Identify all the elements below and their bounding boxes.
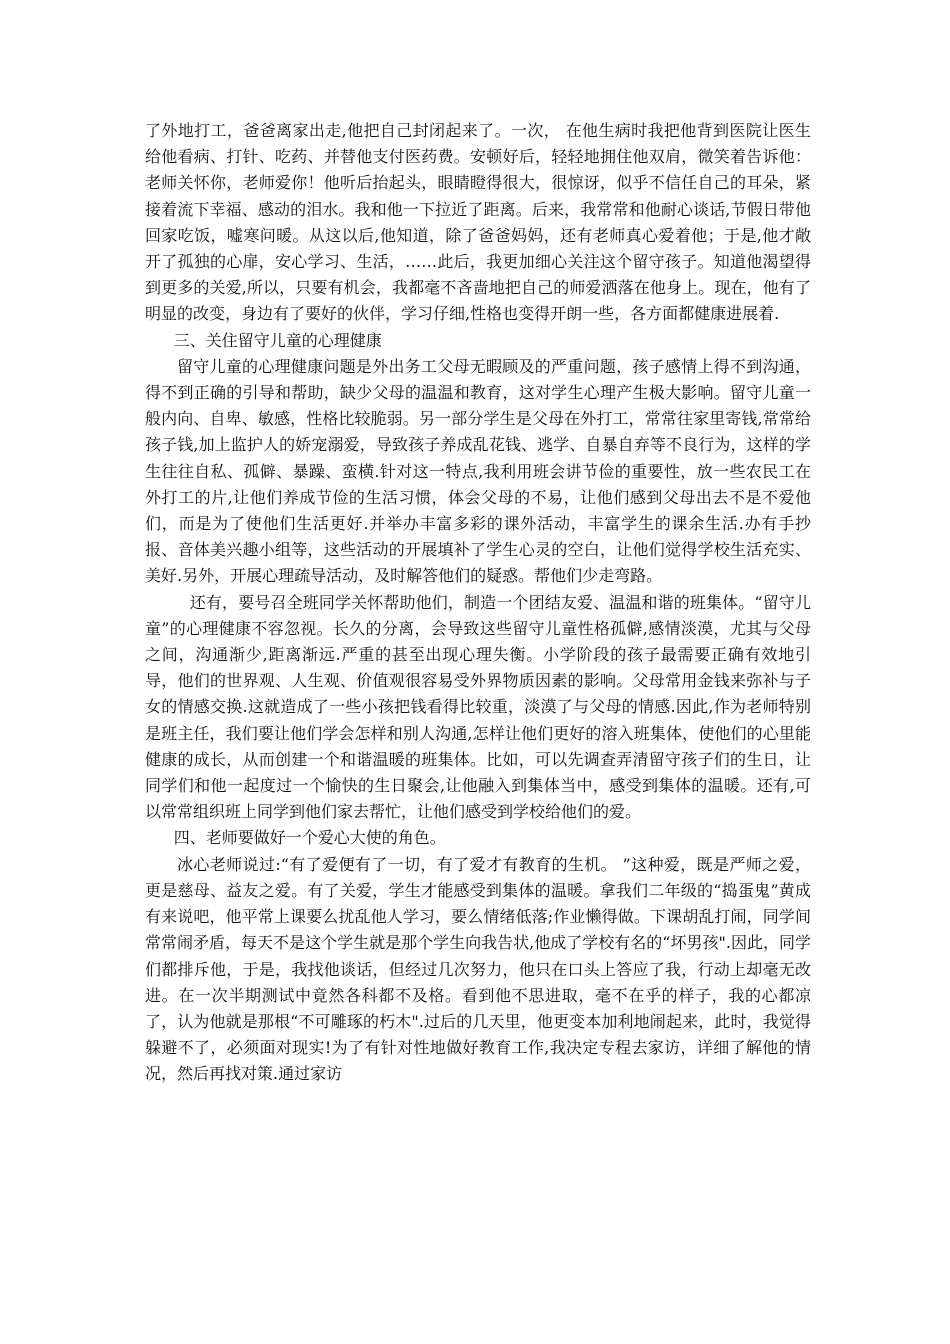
paragraph-4: 冰心老师说过:“有了爱便有了一切，有了爱才有教育的生机。 ”这种爱，既是严师之爱，更是慈母、益友之爱。有了关爱，学生才能感受到集体的温暖。拿我们二年级的“捣蛋鬼”黄成有来说吧，他平常上课要么扰乱他人学习，要么情绪低落;作业懒得做。下课胡乱打闹，同学间常常闹矛盾，每天不是这个学生就是那个学生向我告状,他成了学校有名的“坏男孩".因此，同学们都排斥他，于是，我找他谈话，但经过几次努力，他只在口头上答应了我，行动上却毫无改进。在一次半期测试中竟然各科都不及格。看到他不思进取，毫不在乎的样子，我的心都凉了，认为他就是那根“不可雕琢的朽木".过后的几天里，他更变本加利地闹起来，此时，我觉得躲避不了，必须面对现实!为了有针对性地做好教育工作,我决定专程去家访，详细了解他的情况，然后再找对策.通过家访 bbox=[145, 854, 811, 1084]
paragraph-2: 留守儿童的心理健康问题是外出务工父母无暇顾及的严重问题，孩子感情上得不到沟通，得不到正确的引导和帮助，缺少父母的温温和教育，这对学生心理产生极大影响。留守儿童一般内向、自卑、敏感，性格比较脆弱。另一部分学生是父母在外打工，常常往家里寄钱,常常给孩子钱,加上监护人的娇宠溺爱，导致孩子养成乱花钱、逃学、自暴自弃等不良行为，这样的学生往往自私、孤僻、暴躁、蛮横.针对这一特点,我利用班会讲节俭的重要性，放一些农民工在外打工的片,让他们养成节俭的生活习惯，体会父母的不易，让他们感到父母出去不是不爱他们，而是为了使他们生活更好.并举办丰富多彩的课外活动，丰富学生的课余生活.办有手抄报、音体美兴趣小组等，这些活动的开展填补了学生心灵的空白，让他们觉得学校生活充实、美好.另外，开展心理疏导活动，及时解答他们的疑惑。帮他们少走弯路。 bbox=[145, 356, 811, 586]
document-page bbox=[145, 118, 811, 1088]
section-heading-3: 三、关住留守儿童的心理健康 bbox=[173, 330, 382, 350]
paragraph-1: 了外地打工，爸爸离家出走,他把自己封闭起来了。一次， 在他生病时我把他背到医院让医生给他看病、打针、吃药、并替他支付医药费。安顿好后，轻轻地拥住他双肩，微笑着告诉他：老师关怀你，老师爱你！他听后抬起头，眼睛瞪得很大，很惊讶，似乎不信任自己的耳朵，紧接着流下幸福、感动的泪水。我和他一下拉近了距离。后来，我常常和他耐心谈话,节假日带他回家吃饭，嘘寒问暖。从这以后,他知道，除了爸爸妈妈，还有老师真心爱着他；于是,他才敞开了孤独的心扉，安心学习、生活，……此后，我更加细心关注这个留守孩子。知道他渴望得到更多的关爱,所以，只要有机会，我都毫不吝啬地把自己的师爱洒落在他身上。现在，他有了明显的改变，身边有了要好的伙伴，学习仔细,性格也变得开朗一些，各方面都健康进展着. bbox=[145, 121, 811, 324]
section-heading-4: 四、老师要做好一个爱心大使的角色。 bbox=[173, 828, 446, 848]
paragraph-3: 还有，要号召全班同学关怀帮助他们，制造一个团结友爱、温温和谐的班集体。“留守儿童”的心理健康不容忽视。长久的分离，会导致这些留守儿童性格孤僻,感情淡漠，尤其与父母之间，沟通渐少,距离渐远.严重的甚至出现心理失衡。小学阶段的孩子最需要正确有效地引导，他们的世界观、人生观、价值观很容易受外界物质因素的影响。父母常用金钱来弥补与子女的情感交换.这就造成了一些小孩把钱看得比较重，淡漠了与父母的情感.因此,作为老师特别是班主任，我们要让他们学会怎样和别人沟通,怎样让他们更好的溶入班集体，使他们的心里能健康的成长，从而创建一个和谐温暖的班集体。比如，可以先调查弄清留守孩子们的生日，让同学们和他一起度过一个愉快的生日聚会,让他融入到集体当中，感受到集体的温暖。还有,可以常常组织班上同学到他们家去帮忙，让他们感受到学校给他们的爱。 bbox=[145, 592, 811, 822]
